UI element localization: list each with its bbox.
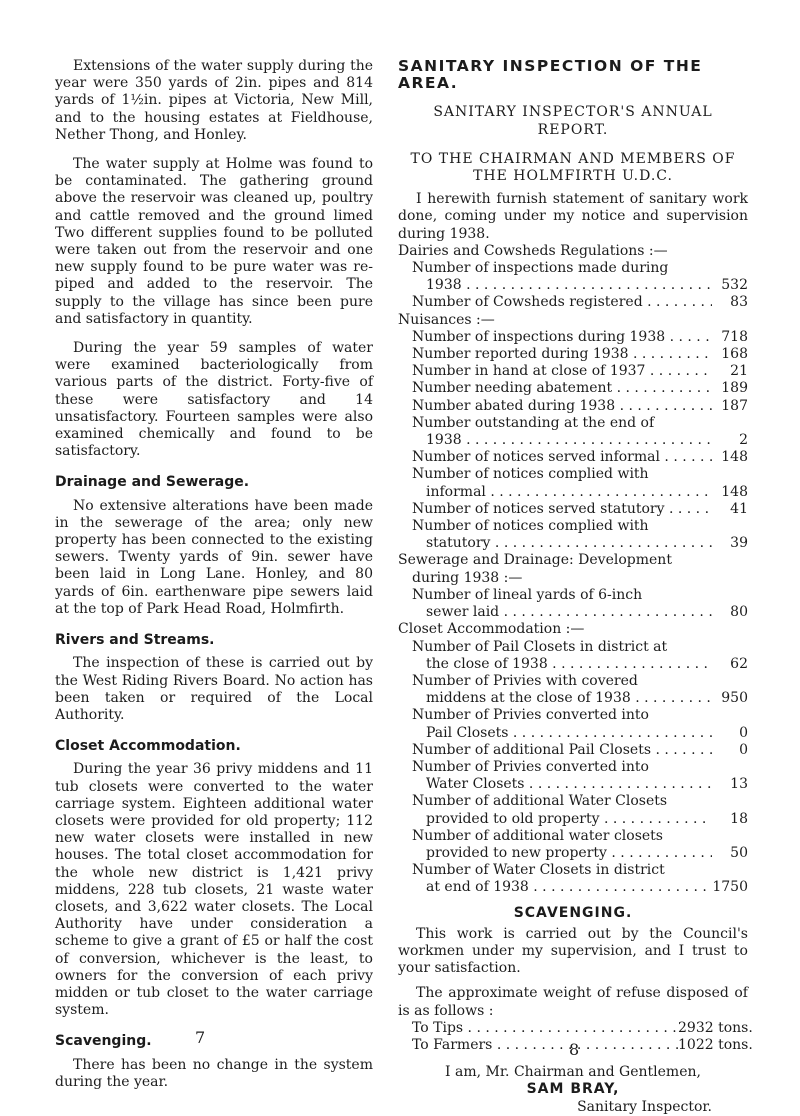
closet-row: Number of Pail Closets in district at the close of 1938 . . . 62 [398,639,748,673]
refuse-weight-paragraph: The approximate weight of refuse disposed of is as follows : [398,985,748,1019]
closet-accommodation-label: Closet Accommodation :— [398,621,585,638]
refuse-farmers-row: To Farmers . . . 1022 tons. [398,1037,748,1054]
rivers-paragraph: The inspection of these is carried out by the West Riding Rivers Board. No action has been taken or required of the Local Authority. [55,655,373,723]
sewerage-label-line2: during 1938 :— [412,569,523,586]
dairy-inspections-row: Number of inspections made during 1938 . . . 532 [398,260,748,294]
nuisance-row: Number needing abatement . . . 189 [398,380,748,397]
drainage-heading: Drainage and Sewerage. [55,474,250,491]
scavenging-report-heading: SCAVENGING. [513,904,633,921]
nuisance-row: Number of inspections during 1938 . . . 718 [398,329,748,346]
scavenging-paragraph: There has been no change in the system during the year. [55,1056,373,1090]
closet-row: Number of additional water closets provided to new property . . . 50 [398,828,748,862]
nuisance-row: Number outstanding at the end of 1938 . . . 2 [398,415,748,449]
refuse-tips-row: To Tips . . . 2932 tons. [398,1020,748,1037]
closet-row: Number of additional Water Closets provided to old property . . . 18 [398,793,748,827]
closing-salutation: I am, Mr. Chairman and Gentlemen, [445,1064,701,1081]
scavenging-heading: Scavenging. [55,1033,152,1050]
nuisance-row: Number reported during 1938 . . . 168 [398,346,748,363]
nuisance-row: Number of notices complied with informal . . . 148 [398,466,748,500]
closet-row: Number of Water Closets in district at end of 1938 . . . 1750 [398,862,748,896]
water-samples-paragraph: During the year 59 samples of water were examined bacteriologically from various parts of the district. Forty-five of these were satisfactory and 14 unsatisfactory. Fourteen samples were also examined chemically and found to be satisfactory. [55,340,373,460]
nuisance-row: Number in hand at close of 1937 . . . 21 [398,363,748,380]
sewer-row: Number of lineal yards of 6-inch sewer laid . . . 80 [398,587,748,621]
signature-name: SAM BRAY, [526,1081,620,1098]
drainage-paragraph: No extensive alterations have been made in the sewerage of the area; only new property has been connected to the existing sewers. Twenty yards of 9in. sewer have been laid in Long Lane. Honley, and 80 yards of 6in. earthenware pipe sewers laid at the top of Park Head Road, Holmfirth. [55,497,373,617]
left-column [55,58,373,1091]
nuisance-row: Number of notices complied with statutory . . . 39 [398,518,748,552]
sewerage-label-line1: Sewerage and Drainage: Development [398,552,672,569]
intro-paragraph: I herewith furnish statement of sanitary work done, coming under my notice and supervision during 1938. [398,191,748,242]
nuisances-label: Nuisances :— [398,311,495,328]
closet-row: Number of Privies converted into Pail Closets . . . 0 [398,707,748,741]
page-number-right: 8 [569,1040,580,1059]
cowsheds-row: Number of Cowsheds registered . . . 83 [398,294,748,311]
nuisance-row: Number abated during 1938 . . . 187 [398,398,748,415]
signature-title: Sanitary Inspector. [577,1098,712,1115]
right-column [398,57,753,1116]
nuisance-row: Number of notices served informal . . . 148 [398,449,748,466]
dairies-label: Dairies and Cowsheds Regulations :— [398,242,668,259]
scavenging-report-paragraph: This work is carried out by the Council's workmen under my supervision, and I trust to your satisfaction. [398,925,748,977]
closet-row: Number of Privies with covered middens at the close of 1938 . . . 950 [398,673,748,707]
closet-heading: Closet Accommodation. [55,738,241,755]
closet-row: Number of additional Pail Closets . . . 0 [398,742,748,759]
holme-water-paragraph: The water supply at Holme was found to be contaminated. The gathering ground above the reservoir was cleaned up, poultry and cattle removed and the ground limed Two different supplies found to be polluted were taken out from the reservoir and one new supply found to be pure water was re-piped and added to the reservoir. The supply to the village has since been pure and satisfactory in quantity. [55,156,373,327]
closet-paragraph: During the year 36 privy middens and 11 tub closets were converted to the water carriage system. Eighteen additional water closets were provided for old property; 112 new water closets were installed in new houses. The total closet accommodation for the whole new district is 1,421 privy middens, 228 tub closets, 21 waste water closets, and 3,622 water closets. The Local Authority have under consideration a scheme to give a grant of £5 or half the cost of conversion, whichever is the least, to owners for the conversion of each privy midden or tub closet to the water carriage system. [55,761,373,1019]
report-title: SANITARY INSPECTION OF THE AREA. [398,57,703,93]
report-subtitle-line1: SANITARY INSPECTOR'S ANNUAL [433,104,713,121]
addressee-line2: THE HOLMFIRTH U.D.C. [473,168,673,185]
rivers-heading: Rivers and Streams. [55,632,215,649]
nuisance-row: Number of notices served statutory . . . 41 [398,501,748,518]
water-extensions-paragraph: Extensions of the water supply during the year were 350 yards of 2in. pipes and 814 yards of 1½in. pipes at Victoria, New Mill, and to the housing estates at Fieldhouse, Nether Thong, and Honley. [55,58,373,143]
closet-row: Number of Privies converted into Water Closets . . . 13 [398,759,748,793]
report-subtitle-line2: REPORT. [537,121,609,138]
page-number-left: 7 [195,1028,206,1047]
addressee-line1: TO THE CHAIRMAN AND MEMBERS OF [410,150,736,167]
